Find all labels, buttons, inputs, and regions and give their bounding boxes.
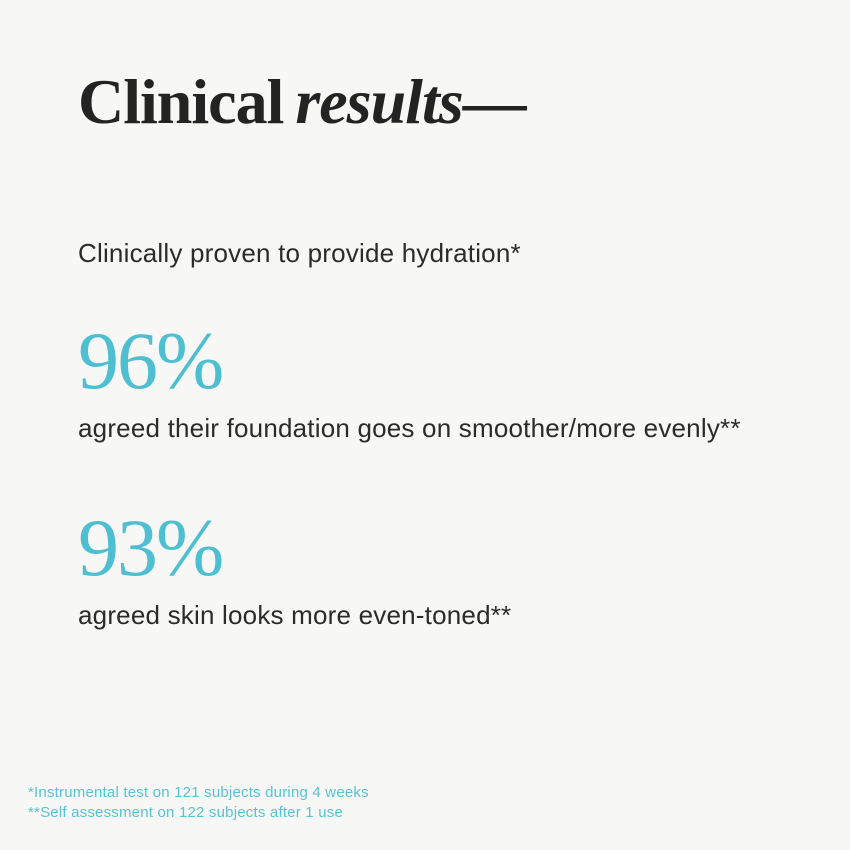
stat-description-2: agreed skin looks more even-toned**: [78, 600, 512, 630]
page-title-italic: results: [295, 66, 463, 137]
intro-claim-text: Clinically proven to provide hydration*: [78, 238, 521, 268]
stat-description-1: agreed their foundation goes on smoother/more evenly**: [78, 413, 741, 443]
stat-percentage-1: 96%: [78, 315, 223, 406]
page-title-regular: Clinical: [78, 66, 284, 137]
stat-percentage-2: 93%: [78, 502, 223, 593]
footnotes: [28, 783, 369, 823]
footnote-instrumental-test: *Instrumental test on 121 subjects during 4 weeks: [28, 784, 369, 801]
footnote-self-assessment: **Self assessment on 122 subjects after 1 use: [28, 804, 344, 821]
page-title-dash: —: [462, 66, 526, 137]
page-title: [78, 66, 526, 137]
